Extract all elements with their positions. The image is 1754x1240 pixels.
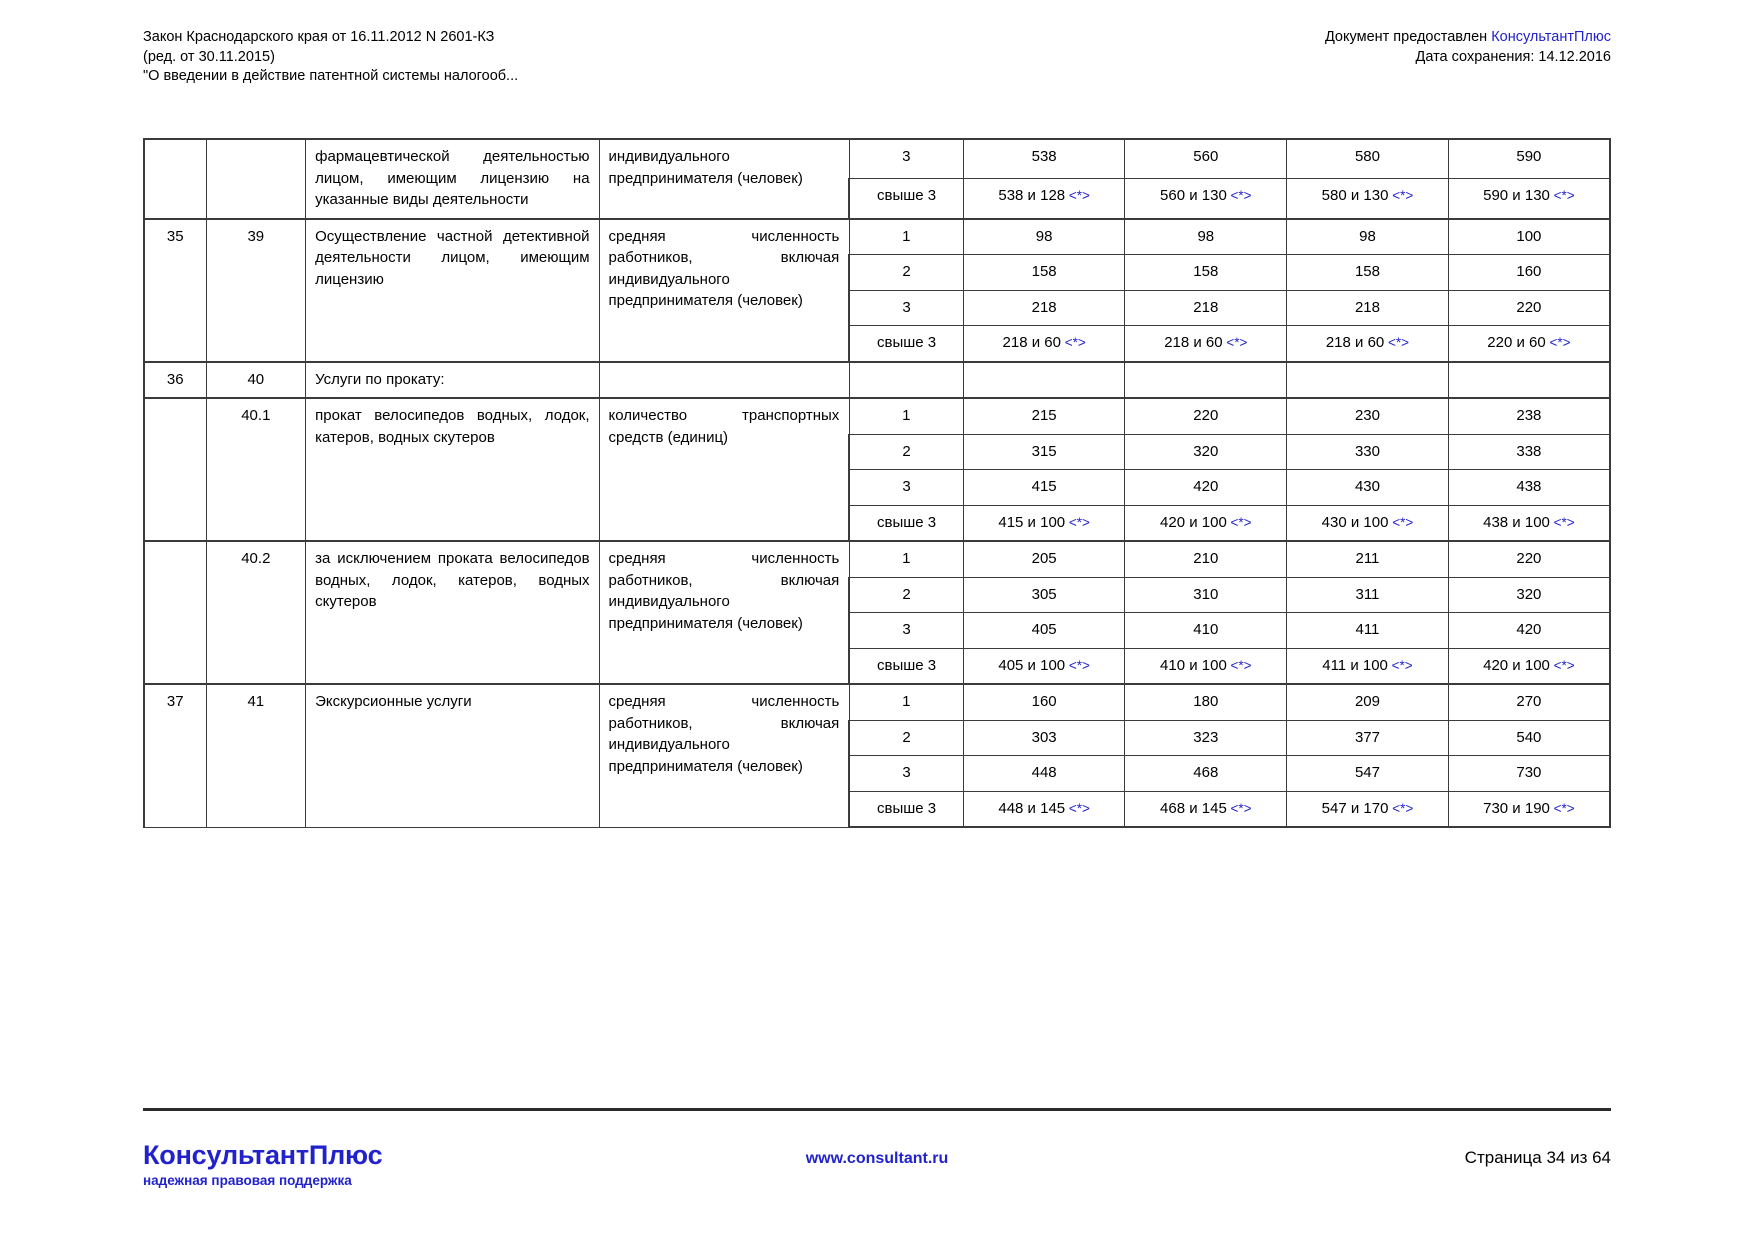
cell-group-number: 35: [144, 219, 206, 362]
cell-group-number: 37: [144, 684, 206, 827]
header-title-line-1: Закон Краснодарского края от 16.11.2012 N 2601-КЗ: [143, 29, 495, 45]
cell-rate-value: 560 и 130 <*>: [1125, 179, 1287, 219]
cell-rate-value: 730 и 190 <*>: [1448, 791, 1610, 827]
cell-employee-count: 2: [849, 720, 963, 756]
cell-rate-value: 415: [963, 470, 1125, 506]
cell-rate-value: 430 и 100 <*>: [1287, 505, 1449, 541]
cell-rate-value: 420 и 100 <*>: [1448, 648, 1610, 684]
footnote-marker-icon[interactable]: <*>: [1549, 514, 1575, 530]
footnote-marker-icon[interactable]: <*>: [1384, 335, 1410, 350]
cell-group-number: [144, 139, 206, 219]
cell-rate-value: [963, 362, 1125, 399]
cell-rate-value: 180: [1125, 684, 1287, 720]
cell-rate-value: 218: [1125, 290, 1287, 326]
cell-rate-value: 303: [963, 720, 1125, 756]
logo-title: КонсультантПлюс: [143, 1140, 383, 1170]
footnote-marker-icon[interactable]: <*>: [1226, 657, 1252, 673]
cell-employee-count: 1: [849, 398, 963, 434]
cell-rate-value: 205: [963, 541, 1125, 577]
cell-rate-value: 415 и 100 <*>: [963, 505, 1125, 541]
cell-item-number: 40.1: [206, 398, 306, 541]
cell-activity-name: Осуществление частной детективной деятельности лицом, имеющим лицензию: [306, 219, 599, 362]
cell-rate-value: 323: [1125, 720, 1287, 756]
cell-employee-count: 1: [849, 541, 963, 577]
cell-unit-name: средняя численность работников, включая индивидуального предпринимателя (человек): [599, 684, 849, 827]
footnote-marker-icon[interactable]: <*>: [1549, 800, 1575, 816]
cell-rate-value: 411 и 100 <*>: [1287, 648, 1449, 684]
cell-rate-value: 218 и 60 <*>: [1287, 326, 1449, 362]
header-provider-info: [1325, 28, 1611, 67]
cell-employee-count: свыше 3: [849, 648, 963, 684]
cell-employee-count: 1: [849, 219, 963, 255]
footnote-marker-icon[interactable]: <*>: [1388, 188, 1414, 204]
cell-item-number: 40.2: [206, 541, 306, 684]
cell-group-number: [144, 541, 206, 684]
cell-rate-value: 420: [1448, 613, 1610, 649]
cell-rate-value: 220 и 60 <*>: [1448, 326, 1610, 362]
cell-rate-value: 468: [1125, 756, 1287, 792]
header-provided-by: [1325, 28, 1611, 48]
cell-rate-value: 580: [1287, 139, 1449, 179]
cell-item-number: 40: [206, 362, 306, 399]
footnote-marker-icon[interactable]: <*>: [1065, 188, 1090, 204]
footnote-marker-icon[interactable]: <*>: [1226, 800, 1252, 816]
cell-rate-value: 158: [963, 255, 1125, 291]
cell-rate-value: 547: [1287, 756, 1449, 792]
cell-rate-value: 730: [1448, 756, 1610, 792]
cell-rate-value: 218 и 60 <*>: [963, 326, 1125, 362]
cell-rate-value: 590: [1448, 139, 1610, 179]
table-body: [144, 139, 1610, 827]
cell-rate-value: 160: [1448, 255, 1610, 291]
cell-unit-name: [599, 362, 849, 399]
cell-employee-count: 1: [849, 684, 963, 720]
footnote-marker-icon[interactable]: <*>: [1065, 657, 1090, 673]
cell-rate-value: 311: [1287, 577, 1449, 613]
footnote-marker-icon[interactable]: <*>: [1060, 335, 1086, 350]
cell-rate-value: 377: [1287, 720, 1449, 756]
cell-employee-count: 3: [849, 756, 963, 792]
cell-employee-count: 3: [849, 613, 963, 649]
table-row: [144, 362, 1610, 399]
cell-unit-name: средняя численность работников, включая индивидуального предпринимателя (человек): [599, 541, 849, 684]
cell-rate-value: 98: [1125, 219, 1287, 255]
cell-rate-value: 410 и 100 <*>: [1125, 648, 1287, 684]
cell-rate-value: 98: [963, 219, 1125, 255]
cell-employee-count: 2: [849, 255, 963, 291]
footnote-marker-icon[interactable]: <*>: [1065, 800, 1090, 816]
cell-rate-value: 270: [1448, 684, 1610, 720]
cell-rate-value: 98: [1287, 219, 1449, 255]
table-row: [144, 219, 1610, 255]
cell-rate-value: 211: [1287, 541, 1449, 577]
cell-rate-value: 230: [1287, 398, 1449, 434]
header-document-title: [143, 28, 518, 87]
logo-tagline: надежная правовая поддержка: [143, 1173, 352, 1188]
header-title-line-3: "О введении в действие патентной системы налогооб...: [143, 68, 519, 84]
footnote-marker-icon[interactable]: <*>: [1388, 514, 1414, 530]
cell-rate-value: 220: [1448, 290, 1610, 326]
footer-divider: [143, 1108, 1611, 1111]
cell-rate-value: [1287, 362, 1449, 399]
cell-employee-count: свыше 3: [849, 179, 963, 219]
cell-rate-value: 218: [1287, 290, 1449, 326]
cell-rate-value: 410: [1125, 613, 1287, 649]
cell-rate-value: [1125, 362, 1287, 399]
cell-group-number: 36: [144, 362, 206, 399]
cell-rate-value: 580 и 130 <*>: [1287, 179, 1449, 219]
cell-rate-value: 218 и 60 <*>: [1125, 326, 1287, 362]
cell-rate-value: 438: [1448, 470, 1610, 506]
table-row: [144, 684, 1610, 720]
cell-rate-value: 448: [963, 756, 1125, 792]
cell-employee-count: свыше 3: [849, 791, 963, 827]
footnote-marker-icon[interactable]: <*>: [1222, 335, 1248, 350]
footnote-marker-icon[interactable]: <*>: [1065, 514, 1090, 530]
consultant-plus-logo: [143, 1140, 382, 1190]
header-save-date: Дата сохранения: 14.12.2016: [1415, 48, 1611, 65]
table-row: [144, 541, 1610, 577]
cell-rate-value: 305: [963, 577, 1125, 613]
footnote-marker-icon[interactable]: <*>: [1226, 514, 1252, 530]
cell-group-number: [144, 398, 206, 541]
cell-employee-count: 3: [849, 470, 963, 506]
cell-rate-value: 438 и 100 <*>: [1448, 505, 1610, 541]
patent-rates-table: [143, 138, 1611, 828]
footnote-marker-icon[interactable]: <*>: [1388, 800, 1414, 816]
cell-activity-name: прокат велосипедов водных, лодок, катеров, водных скутеров: [306, 398, 599, 541]
cell-rate-value: 540: [1448, 720, 1610, 756]
header-provided-label: Документ предоставлен: [1324, 29, 1488, 45]
cell-rate-value: 218: [963, 290, 1125, 326]
footnote-marker-icon[interactable]: <*>: [1226, 188, 1252, 204]
cell-rate-value: 158: [1125, 255, 1287, 291]
table-container: [143, 138, 1611, 828]
cell-rate-value: 320: [1125, 434, 1287, 470]
cell-rate-value: 430: [1287, 470, 1449, 506]
cell-item-number: 39: [206, 219, 306, 362]
cell-rate-value: 405 и 100 <*>: [963, 648, 1125, 684]
cell-unit-name: количество транспортных средств (единиц): [599, 398, 849, 541]
cell-rate-value: 315: [963, 434, 1125, 470]
cell-rate-value: 320: [1448, 577, 1610, 613]
cell-employee-count: свыше 3: [849, 326, 963, 362]
document-header: [143, 28, 1611, 88]
cell-rate-value: 338: [1448, 434, 1610, 470]
cell-activity-name: Услуги по прокату:: [306, 362, 599, 399]
cell-activity-name: фармацевтической деятельностью лицом, имеющим лицензию на указанные виды деятельности: [306, 139, 599, 219]
cell-rate-value: 405: [963, 613, 1125, 649]
cell-rate-value: 547 и 170 <*>: [1287, 791, 1449, 827]
cell-rate-value: 420 и 100 <*>: [1125, 505, 1287, 541]
cell-item-number: 41: [206, 684, 306, 827]
cell-activity-name: за исключением проката велосипедов водных, лодок, катеров, водных скутеров: [306, 541, 599, 684]
cell-rate-value: 420: [1125, 470, 1287, 506]
page-number: Страница 34 из 64: [1464, 1148, 1611, 1167]
cell-rate-value: 215: [963, 398, 1125, 434]
consultant-plus-brand-link[interactable]: КонсультантПлюс: [1491, 29, 1611, 45]
cell-rate-value: 160: [963, 684, 1125, 720]
cell-employee-count: [849, 362, 963, 399]
cell-rate-value: 590 и 130 <*>: [1448, 179, 1610, 219]
footnote-marker-icon[interactable]: <*>: [1545, 335, 1571, 350]
table-row: [144, 139, 1610, 179]
cell-rate-value: 448 и 145 <*>: [963, 791, 1125, 827]
cell-employee-count: 2: [849, 434, 963, 470]
cell-rate-value: 310: [1125, 577, 1287, 613]
footnote-marker-icon[interactable]: <*>: [1549, 657, 1575, 673]
cell-rate-value: 210: [1125, 541, 1287, 577]
header-title-line-2: (ред. от 30.11.2015): [143, 48, 275, 65]
cell-employee-count: свыше 3: [849, 505, 963, 541]
table-row: [144, 398, 1610, 434]
cell-employee-count: 2: [849, 577, 963, 613]
cell-rate-value: 411: [1287, 613, 1449, 649]
footnote-marker-icon[interactable]: <*>: [1549, 188, 1575, 204]
cell-rate-value: 209: [1287, 684, 1449, 720]
cell-unit-name: средняя численность работников, включая индивидуального предпринимателя (человек): [599, 219, 849, 362]
consultant-website-link[interactable]: www.consultant.ru: [805, 1150, 949, 1167]
cell-activity-name: Экскурсионные услуги: [306, 684, 599, 827]
cell-rate-value: 238: [1448, 398, 1610, 434]
cell-rate-value: 538: [963, 139, 1125, 179]
cell-employee-count: 3: [849, 290, 963, 326]
footnote-marker-icon[interactable]: <*>: [1387, 657, 1413, 673]
cell-rate-value: 330: [1287, 434, 1449, 470]
document-footer: [143, 1140, 1611, 1210]
cell-rate-value: [1448, 362, 1610, 399]
cell-rate-value: 220: [1448, 541, 1610, 577]
cell-rate-value: 158: [1287, 255, 1449, 291]
cell-unit-name: индивидуального предпринимателя (человек): [599, 139, 849, 219]
cell-rate-value: 100: [1448, 219, 1610, 255]
cell-rate-value: 560: [1125, 139, 1287, 179]
cell-rate-value: 538 и 128 <*>: [963, 179, 1125, 219]
cell-employee-count: 3: [849, 139, 963, 179]
cell-item-number: [206, 139, 306, 219]
cell-rate-value: 220: [1125, 398, 1287, 434]
cell-rate-value: 468 и 145 <*>: [1125, 791, 1287, 827]
